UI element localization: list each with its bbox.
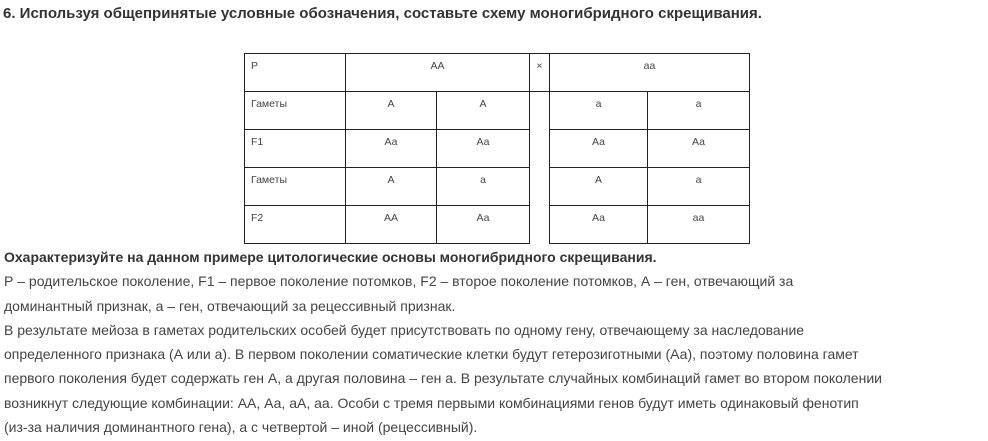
row-label-gametes-f1: Гаметы bbox=[245, 168, 346, 206]
table-cell: А bbox=[346, 168, 437, 206]
table-cell: А bbox=[346, 92, 437, 130]
question-heading: Охарактеризуйте на данном примере цитологические основы моногибридного скрещивания. bbox=[4, 249, 657, 265]
table-row bbox=[245, 54, 750, 92]
table-cell: Аа bbox=[550, 130, 648, 168]
answer-line: доминантный признак, а – ген, отвечающий за рецессивный признак. bbox=[4, 297, 456, 314]
answer-line: определенного признака (А или а). В первом поколении соматические клетки будут гетерозиготными (Аа), поэтому половина гамет bbox=[4, 346, 859, 363]
table-cell: Аа bbox=[437, 130, 530, 168]
table-row bbox=[245, 92, 750, 130]
table-cell: Аа bbox=[550, 206, 648, 244]
answer-line: В результате мейоза в гаметах родительских особей будет присутствовать по одному гену, отвечающему за наследование bbox=[4, 321, 805, 338]
answer-line: возникнут следующие комбинации: АА, Аа, аА, аа. Особи с тремя первыми комбинациями генов будут иметь одинаковый фенотип bbox=[4, 394, 859, 411]
table-cell: Аа bbox=[648, 130, 750, 168]
table-cell: а bbox=[550, 92, 648, 130]
cross-sign: × bbox=[530, 54, 550, 92]
task-title: 6. Используя общепринятые условные обозначения, составьте схему моногибридного скрещивания. bbox=[3, 5, 762, 22]
parents-label: P bbox=[245, 54, 346, 92]
answer-section bbox=[4, 245, 988, 439]
table-cell: АА bbox=[346, 206, 437, 244]
column-separator bbox=[530, 92, 550, 244]
parent2-genotype: аа bbox=[550, 54, 750, 92]
table-cell: а bbox=[437, 168, 530, 206]
row-label-f2: F2 bbox=[245, 206, 346, 244]
answer-line: первого поколения будет содержать ген А, а другая половина – ген а. В результате случайных комбинаций гамет во втором поколении bbox=[4, 370, 882, 387]
table-cell: Аа bbox=[437, 206, 530, 244]
row-label-gametes-p: Гаметы bbox=[245, 92, 346, 130]
table-cell: аа bbox=[648, 206, 750, 244]
table-cell: а bbox=[648, 168, 750, 206]
answer-line: (из-за наличия доминантного гена), а с четвертой – иной (рецессивный). bbox=[4, 419, 478, 436]
table-cell: Аа bbox=[346, 130, 437, 168]
parent1-genotype: АА bbox=[346, 54, 530, 92]
answer-line: Р – родительское поколение, F1 – первое поколение потомков, F2 – второе поколение потомков, А – ген, отвечающий за bbox=[4, 273, 794, 290]
table-cell: А bbox=[437, 92, 530, 130]
crossing-scheme-table bbox=[244, 53, 750, 244]
table-row bbox=[245, 130, 750, 168]
table-row bbox=[245, 168, 750, 206]
row-label-f1: F1 bbox=[245, 130, 346, 168]
table-cell: А bbox=[550, 168, 648, 206]
table-cell: а bbox=[648, 92, 750, 130]
table-row bbox=[245, 206, 750, 244]
